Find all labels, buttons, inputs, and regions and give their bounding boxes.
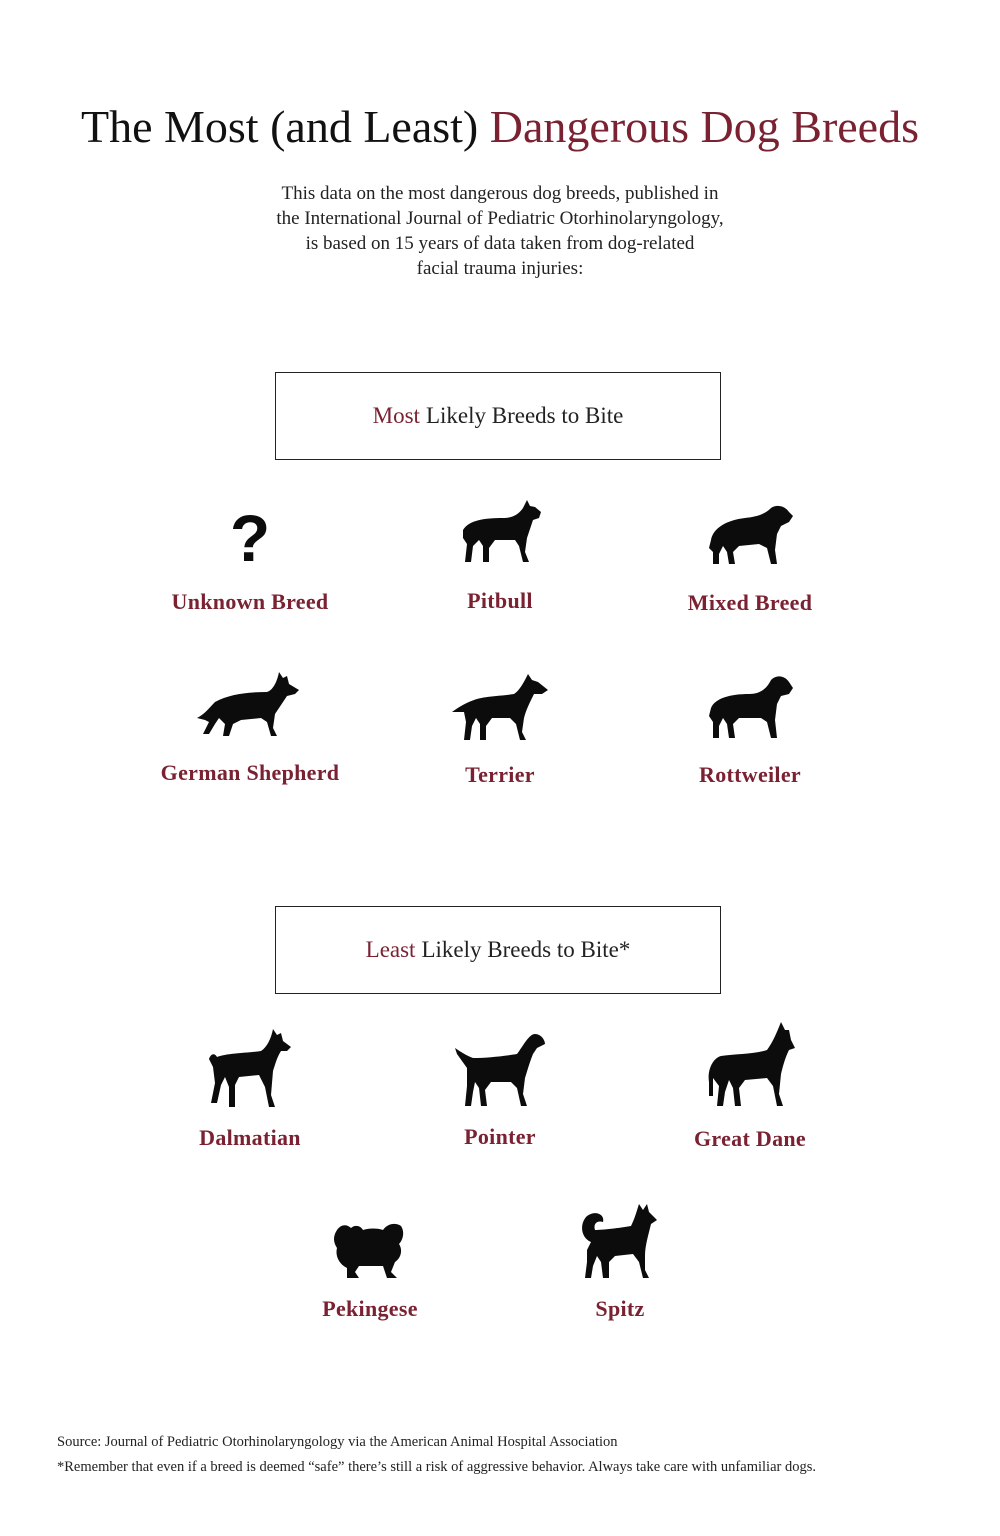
mixed-breed-silhouette-icon: [705, 500, 795, 570]
breed-spitz: [495, 1202, 745, 1322]
breed-name: Great Dane: [694, 1126, 806, 1151]
breed-mixed: [625, 500, 875, 616]
most-heading-text: Likely Breeds to Bite: [425, 403, 624, 428]
footer-note: *Remember that even if a breed is deemed “safe” there’s still a risk of aggressive behavior. Always take care with unfamiliar dogs.: [57, 1459, 816, 1475]
title-main: The Most (and Least): [80, 101, 490, 152]
breed-pekingese: [245, 1220, 495, 1322]
breed-name: Spitz: [595, 1296, 645, 1321]
page-title: [0, 100, 1000, 153]
least-heading-text: Likely Breeds to Bite*: [421, 937, 631, 962]
footer-source: Source: Journal of Pediatric Otorhinolaryngology via the American Animal Hospital Association: [57, 1434, 618, 1450]
least-likely-heading: [275, 906, 721, 994]
breed-unknown: [125, 501, 375, 615]
pitbull-silhouette-icon: [455, 496, 545, 568]
breed-name: Dalmatian: [199, 1125, 301, 1150]
intro-line: This data on the most dangerous dog breeds, published in: [281, 183, 719, 204]
question-mark-icon: ?: [229, 501, 271, 575]
pointer-silhouette-icon: [453, 1030, 547, 1108]
breed-name: Pekingese: [322, 1296, 418, 1321]
title-accent: Dangerous Dog Breeds: [489, 101, 919, 152]
pekingese-silhouette-icon: [333, 1220, 407, 1280]
intro-line: the International Journal of Pediatric Otorhinolaryngology,: [276, 208, 724, 229]
most-heading-accent: Most: [372, 403, 420, 428]
breed-name: German Shepherd: [160, 760, 340, 785]
terrier-silhouette-icon: [450, 670, 550, 742]
spitz-silhouette-icon: [579, 1202, 661, 1280]
breed-name: Pointer: [464, 1124, 536, 1149]
breed-dalmatian: [125, 1025, 375, 1151]
breed-name: Rottweiler: [699, 762, 801, 787]
breed-pointer: [375, 1030, 625, 1150]
breed-rottweiler: [625, 672, 875, 788]
intro-line: is based on 15 years of data taken from dog-related: [305, 233, 695, 254]
intro-line: facial trauma injuries:: [416, 258, 584, 279]
breed-pitbull: [375, 496, 625, 614]
footer: [57, 1430, 957, 1480]
breed-name: Pitbull: [467, 588, 533, 613]
breed-german-shepherd: [125, 668, 375, 786]
breed-great-dane: [625, 1020, 875, 1152]
breed-name: Terrier: [465, 762, 535, 787]
least-heading-accent: Least: [365, 937, 416, 962]
breed-terrier: [375, 670, 625, 788]
most-likely-heading: [275, 372, 721, 460]
breed-name: Unknown Breed: [171, 589, 329, 614]
intro-paragraph: [200, 181, 800, 281]
dalmatian-silhouette-icon: [205, 1025, 295, 1109]
german-shepherd-silhouette-icon: [195, 668, 305, 740]
breed-name: Mixed Breed: [687, 590, 813, 615]
great-dane-silhouette-icon: [703, 1020, 797, 1110]
rottweiler-silhouette-icon: [705, 672, 795, 742]
